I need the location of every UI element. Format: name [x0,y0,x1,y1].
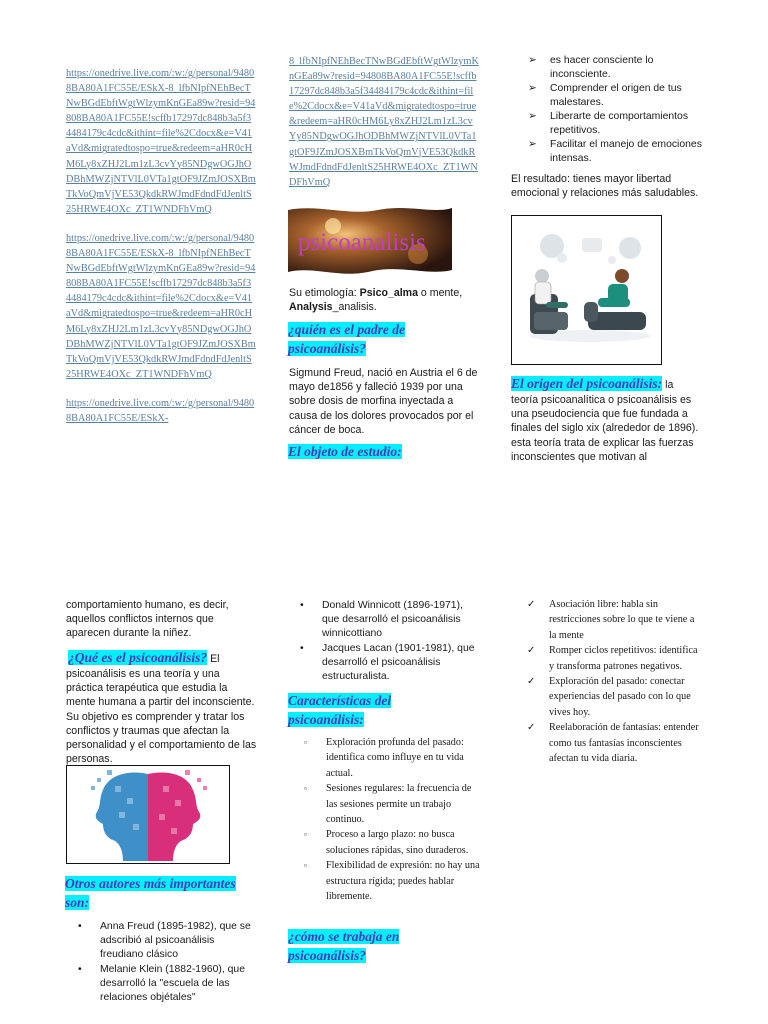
technique-item: ✓ Romper ciclos repetitivos: identifica y transforma patrones negativos. [527,645,698,672]
techniques-list [527,597,703,766]
col1-top [66,66,256,426]
arrow-bullet-icon: ➢ [528,139,537,150]
caract-list [304,735,484,904]
etym-analysis: Analysis [289,301,333,314]
square-bullet-icon: ▫ [304,861,307,871]
caract-item: ▫ Exploración profunda del pasado: identifica como influye en tu vida actual. [304,737,464,779]
caract-item: ▫ Proceso a largo plazo: no busca soluciones rápidas, sino duraderos. [304,829,469,856]
check-bullet-icon: ✓ [527,645,536,657]
authors-list [300,599,482,684]
author-item: • Jacques Lacan (1901-1981), que desarrolló el psicoanálisis estructuralista. [300,643,475,682]
objeto-heading: El objeto de estudio: [288,444,402,459]
goals-list [528,54,704,166]
caract-item: ▫ Sesiones regulares: la frecuencia de las sesiones permite un trabajo continuo. [304,783,472,826]
onedrive-link-1[interactable]: https://onedrive.live.com/:w:/g/personal/94808BA80A1FC55E/ESkX-8_lfbNIpfNEhBecTNwBGdEbftWgtWlzymKnGEa89w?resid=94808BA80A1FC55E!scffb17297dc848b3a5f34484179c4cdc&ithint=file%2Cdocx&e=V41aVd&migratedtospo=true&redeem=aHR0cHM6Ly8xZHJ2Lm1zL3cvYy85NDgwOGJhODBhMWZjNTVlL0VTa1gtOF9JZmJOSXBmTkVoQmVjVE53QkdkRWJmdFdndFdJenltS25HRWE4OXc_ZT1WNDFhVmQ [66,68,256,215]
therapy-session-image [512,216,661,364]
otros-heading: Otros autores más importantes son: [65,876,236,910]
etym-post: _analisis. [332,301,377,314]
banner-image [288,204,452,276]
comportamiento-text: comportamiento humano, es decir, aquellos conflictos internos que aparecen durante la niñez. [66,599,229,640]
banner-text: psicoanalisis [298,229,426,256]
etym-mid: o mente, [417,287,463,299]
puzzle-heads-image [67,766,229,863]
que-es-text: El psicoanálisis es una teoría y una práctica terapéutica que estudia la mente humana a partir del inconsciente. Su objetivo es comprender y tratar los conflictos y traumas que afectan la personalidad y el comportamiento de las personas. [66,653,257,766]
etymology [289,286,479,314]
goal-item: ➢ es hacer consciente lo inconsciente. [528,55,654,80]
dot-bullet-icon: • [78,921,82,932]
goal-item: ➢ Facilitar el manejo de emociones intensas. [528,139,702,164]
caract-item: ▫ Flexibilidad de expresión: no hay una estructura rígida; puedes hablar libremente. [304,860,480,903]
technique-item: ✓ Asociación libre: habla sin restricciones sobre lo que te viene a la mente [527,599,695,641]
origen-text: la teoría psicoanalítica o psicoanálisis es una pseudociencia que fue fundada a finales del siglo xix (alrededor de 1896). esta teoría trata de explicar las fuerzas inconscientes que motivan al [511,379,699,463]
etym-psico: Psico_alma [359,287,418,299]
que-es-heading: ¿Qué es el psicoanálisis? [68,650,208,665]
origen-section [511,374,703,464]
technique-item: ✓ Reelaboración de fantasías: entender como tus fantasías inconscientes afectan tu vida diaria. [527,722,699,765]
arrow-bullet-icon: ➢ [528,55,537,66]
heads-puzzle-illustration [66,765,230,864]
dot-bullet-icon: • [78,964,82,975]
padre-heading: ¿quién es el padre de psicoanálisis? [288,322,405,356]
square-bullet-icon: ▫ [304,784,307,794]
author-item: • Anna Freud (1895-1982), que se adscribió al psicoanálisis freudiano clásico [78,921,251,960]
padre-text: Sigmund Freud, nació en Austria el 6 de mayo de1856 y falleció 1939 por una sobre dosis de morfina inyectada a causa de los dolores provocados por el cáncer de boca. [289,367,478,436]
goal-item: ➢ Liberarte de comportamientos repetitivos. [528,111,689,136]
psicoanalisis-banner [288,204,452,276]
otros-autores-list [78,920,258,1005]
caract-heading: Características del psicoanálisis: [288,693,392,727]
onedrive-link-3[interactable]: https://onedrive.live.com/:w:/g/personal/94808BA80A1FC55E/ESkX- [66,397,255,424]
author-item: • Melanie Klein (1882-1960), que desarrolló la "escuela de las relaciones objétales" [78,964,245,1003]
arrow-bullet-icon: ➢ [528,111,537,122]
onedrive-link-2[interactable]: https://onedrive.live.com/:w:/g/personal/94808BA80A1FC55E/ESkX-8_lfbNIpfNEhBecTNwBGdEbftWgtWlzymKnGEa89w?resid=94808BA80A1FC55E!scffb17297dc848b3a5f34484179c4cdc&ithint=file%2Cdocx&e=V41aVd&migratedtospo=true&redeem=aHR0cHM6Ly8xZHJ2Lm1zL3cvYy85NDgwOGJhODBhMWZjNTVlL0VTa1gtOF9JZmJOSXBmTkVoQmVjVE53QkdkRWJmdFdndFdJenltS25HRWE4OXc_ZT1WNDFhVmQ [66,232,256,380]
onedrive-link-continued[interactable]: 8_lfbNIpfNEhBecTNwBGdEbftWgtWlzymKnGEa89w?resid=94808BA80A1FC55E!scffb17297dc848b3a5f34484179c4cdc&ithint=file%2Cdocx&e=V41aVd&migratedtospo=true&redeem=aHR0cHM6Ly8xZHJ2Lm1zL3cvYy85NDgwOGJhODBhMWZjNTVlL0VTa1gtOF9JZmJOSXBmTkVoQmVjVE53QkdkRWJmdFdndFdJenltS25HRWE4OXc_ZT1WNDFhVmQ [289,56,479,188]
arrow-bullet-icon: ➢ [528,83,537,94]
goal-item: ➢ Comprender el origen de tus malestares. [528,83,682,108]
therapy-illustration [511,215,662,365]
square-bullet-icon: ▫ [304,738,307,747]
origen-heading: El origen del psicoanálisis: [511,376,663,391]
author-item: • Donald Winnicott (1896-1971), que desarrolló el psicoanálisis winnicottiano [300,600,463,639]
square-bullet-icon: ▫ [304,830,307,840]
como-heading: ¿cómo se trabaja en psicoanálisis? [288,929,400,963]
dot-bullet-icon: • [300,600,304,611]
dot-bullet-icon: • [300,643,304,654]
col2-top [289,54,479,190]
que-es-section [66,648,258,766]
check-bullet-icon: ✓ [527,676,536,688]
check-bullet-icon: ✓ [527,599,536,610]
etym-label: Su etimología: [289,287,360,299]
check-bullet-icon: ✓ [527,722,536,734]
resultado-text: El resultado: tienes mayor libertad emocional y relaciones más saludables. [511,173,699,200]
technique-item: ✓ Exploración del pasado: conectar experiencias del pasado con lo que vives hoy. [527,676,691,718]
